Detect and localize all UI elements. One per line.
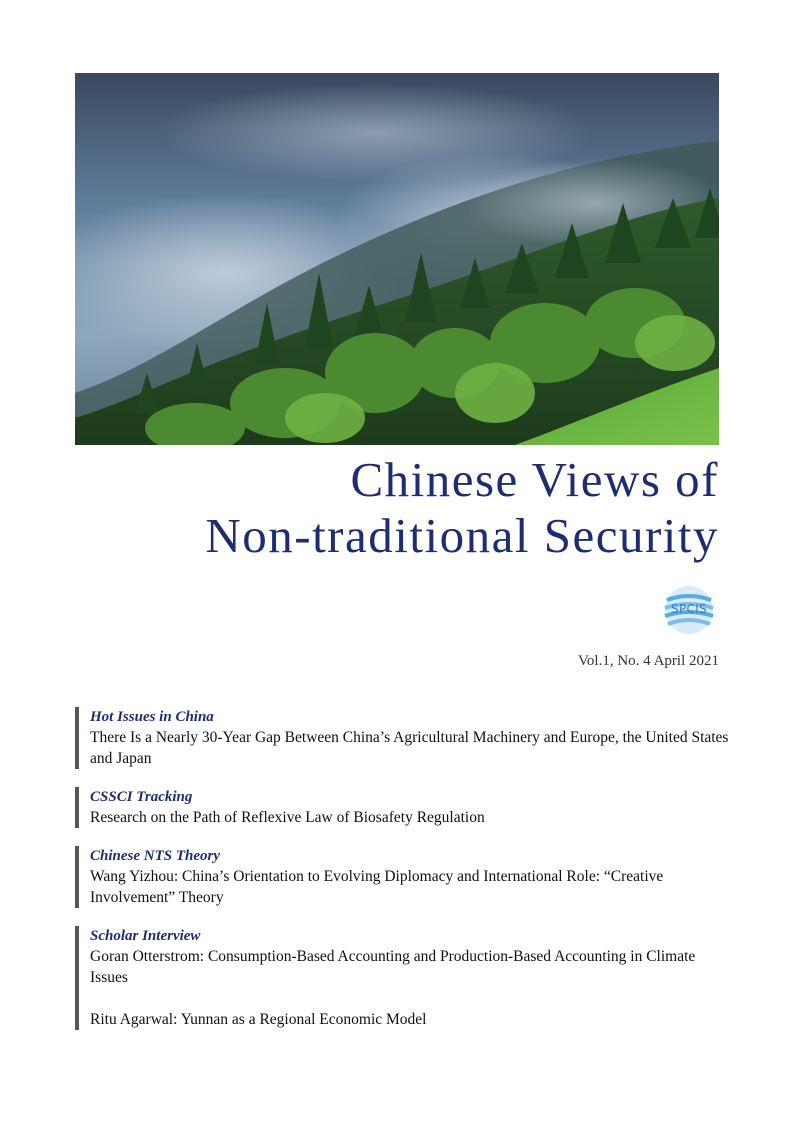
section-chinese-nts-theory (75, 846, 735, 908)
section-scholar-interview (75, 926, 735, 1030)
title-line-1: Chinese Views of (350, 452, 719, 507)
table-of-contents (75, 707, 735, 1048)
issue-info: Vol.1, No. 4 April 2021 (578, 653, 719, 669)
spcis-logo (659, 584, 719, 636)
article-title[interactable]: Goran Otterstrom: Consumption-Based Accounting and Production-Based Accounting in Climate Issues (90, 948, 696, 986)
publication-title (79, 452, 719, 564)
section-title: CSSCI Tracking (90, 789, 193, 805)
logo-text: SPCIS (671, 602, 707, 616)
section-cssci-tracking (75, 787, 735, 828)
article-title[interactable]: Research on the Path of Reflexive Law of Biosafety Regulation (90, 809, 485, 826)
section-hot-issues (75, 707, 735, 769)
article-title[interactable]: There Is a Nearly 30-Year Gap Between China’s Agricultural Machinery and Europe, the United States and Japan (90, 729, 729, 767)
cover-photo-misty-forest (75, 73, 719, 445)
article-title[interactable]: Wang Yizhou: China’s Orientation to Evolving Diplomacy and International Role: “Creative Involvement” Theory (90, 868, 664, 906)
section-title: Chinese NTS Theory (90, 848, 221, 864)
section-title: Scholar Interview (90, 928, 201, 944)
title-line-2: Non-traditional Security (205, 508, 719, 563)
section-title: Hot Issues in China (90, 709, 214, 725)
article-title[interactable]: Ritu Agarwal: Yunnan as a Regional Economic Model (90, 1011, 427, 1028)
